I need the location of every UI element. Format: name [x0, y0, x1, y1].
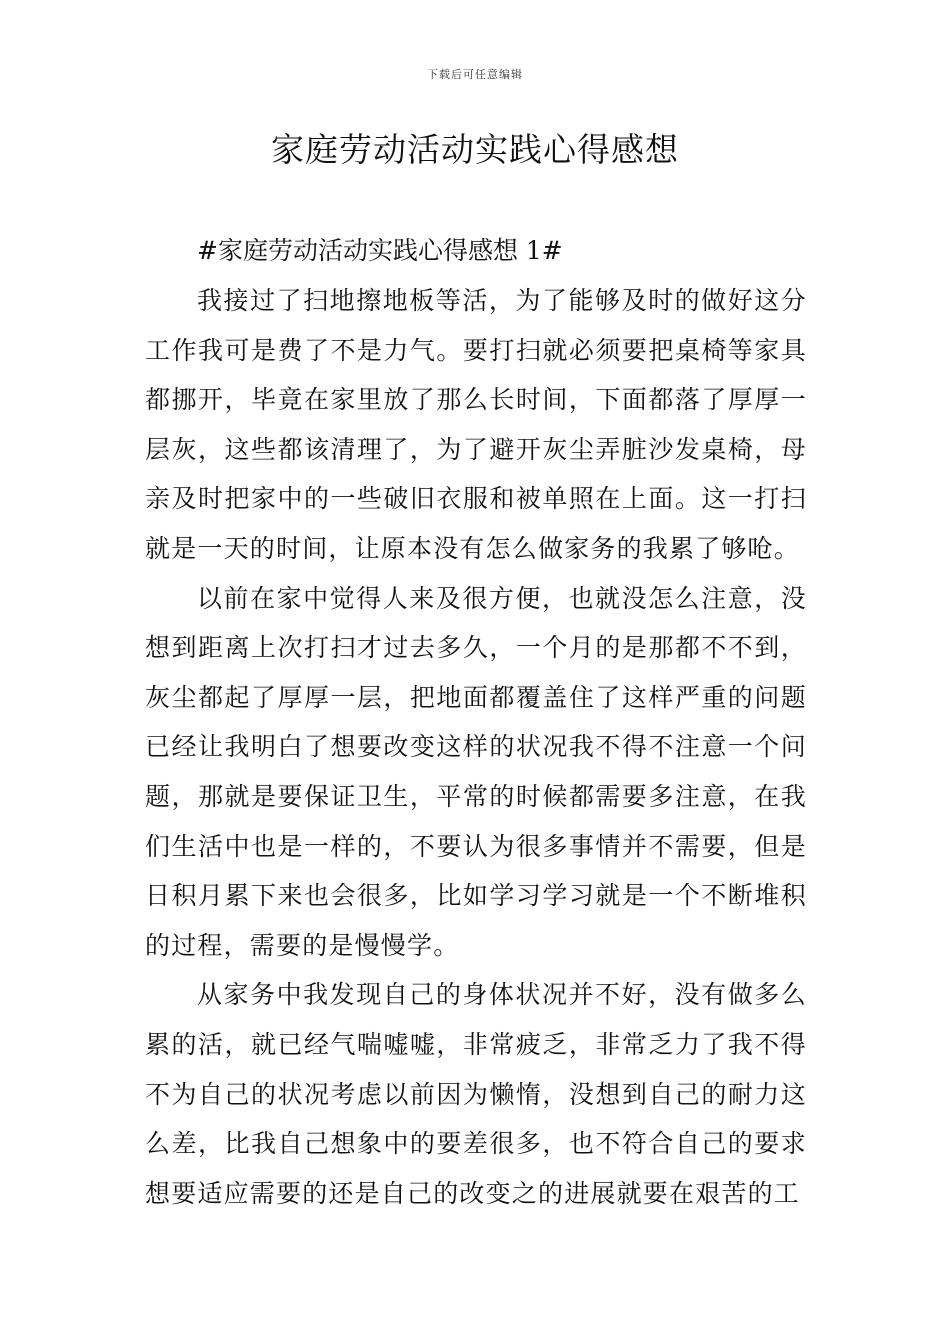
- document-title: 家庭劳动活动实践心得感想: [271, 130, 679, 169]
- paragraph-3: 从家务中我发现自己的身体状况并不好，没有做多么累的活，就已经气喘嘘嘘，非常疲乏，非常乏力了我不得不为自己的状况考虑以前因为懒惰，没想到自己的耐力这么差，比我自己想象中的要差很多，也不符合自己的要求想要适应需要的还是自己的改变之的进展就要在艰苦的工: [145, 980, 807, 1208]
- document-body: [145, 226, 807, 1218]
- section-heading: #家庭劳动活动实践心得感想 1#: [197, 236, 563, 265]
- header-note: 下载后可任意编辑: [427, 68, 523, 81]
- paragraph-2: 以前在家中觉得人来及很方便，也就没怎么注意，没想到距离上次打扫才过去多久，一个月的是那都不不到，灰尘都起了厚厚一层，把地面都覆盖住了这样严重的问题已经让我明白了想要改变这样的状况我不得不注意一个问题，那就是要保证卫生，平常的时候都需要多注意，在我们生活中也是一样的，不要认为很多事情并不需要，但是日积月累下来也会很多，比如学习学习就是一个不断堆积的过程，需要的是慢慢学。: [145, 583, 807, 960]
- paragraph-1: 我接过了扫地擦地板等活，为了能够及时的做好这分工作我可是费了不是力气。要打扫就必须要把桌椅等家具都挪开，毕竟在家里放了那么长时间，下面都落了厚厚一层灰，这些都该清理了，为了避开灰尘弄脏沙发桌椅，母亲及时把家中的一些破旧衣服和被单照在上面。这一打扫就是一天的时间，让原本没有怎么做家务的我累了够呛。: [145, 286, 807, 563]
